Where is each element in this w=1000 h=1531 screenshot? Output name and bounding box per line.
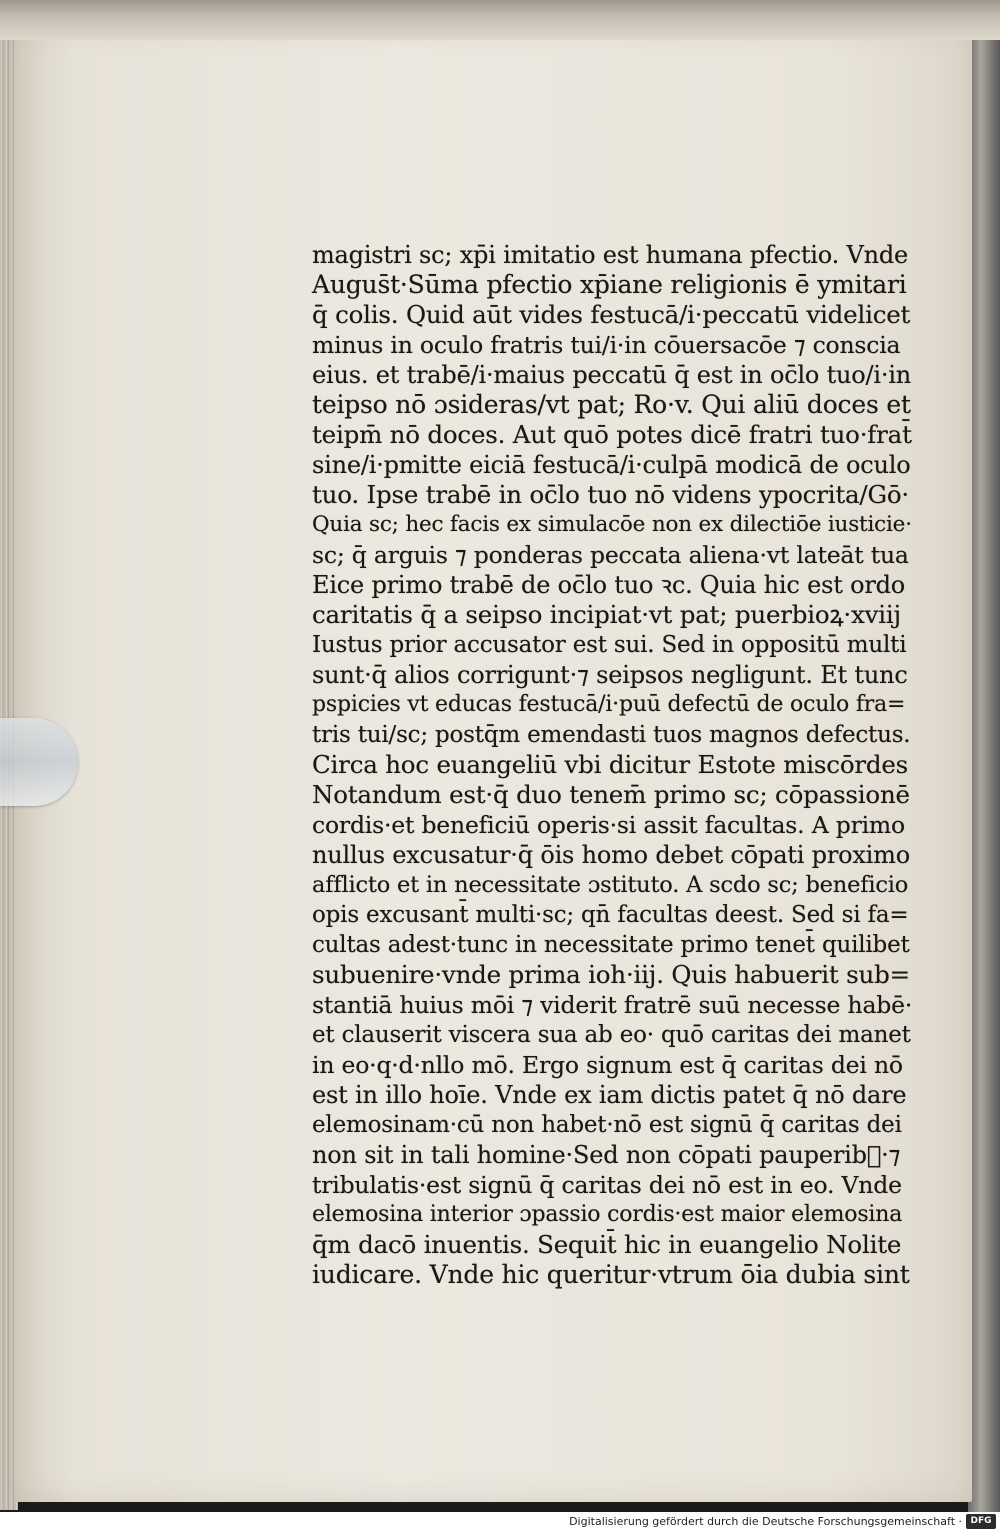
text-line: Quia sc; hec facis ex simulacōe non ex dilectiōe iusticie· bbox=[312, 512, 912, 537]
footer-credit: Digitalisierung gefördert durch die Deutsche Forschungsgemeinschaft · bbox=[569, 1515, 962, 1528]
text-line: afflicto et in necessitate ɔstituto. A scdo sc; beneficio bbox=[312, 872, 909, 898]
text-line: sc; q̄ arguis ⁊ ponderas peccata aliena·vt lateāt tua bbox=[312, 541, 909, 569]
text-line: pspicies vt educas festucā/i·puū defectū de oculo fra= bbox=[312, 692, 906, 717]
text-line: eius. et trabē/i·maius peccatū q̄ est in oc̄lo tuo/i·in bbox=[312, 361, 912, 389]
text-line: Augus̄t·Sūma pfectio xp̄iane religionis ē ymitari bbox=[312, 270, 907, 299]
text-line: tuo. Ipse trabē in oc̄lo tuo nō videns ypocrita/Gō· bbox=[312, 480, 909, 509]
text-column bbox=[312, 240, 912, 1290]
text-line: cordis·et beneficiū operis·si assit facultas. A primo bbox=[312, 811, 905, 839]
page-stack-right bbox=[968, 0, 1000, 1512]
text-line: et clauserit viscera sua ab eo· quō caritas dei manet bbox=[312, 1022, 911, 1048]
text-line: Iustus prior accusator est sui. Sed in oppositū multi bbox=[312, 632, 907, 658]
text-line: nullus excusatur·q̄ ōis homo debet cōpati proximo bbox=[312, 841, 910, 869]
text-line: teipm̄ nō doces. Aut quō potes dicē fratri tuo·frat̄ bbox=[312, 420, 912, 449]
text-line: caritatis q̄ a seipso incipiat·vt pat; puerbioꝝ·xviij bbox=[312, 600, 901, 629]
text-line: tris tui/sc; postq̄m emendasti tuos magnos defectus. bbox=[312, 722, 911, 748]
text-line: subuenire·vnde prima ioh·iij. Qui̇s habuerit sub= bbox=[312, 960, 910, 989]
dfg-logo: DFG bbox=[966, 1514, 996, 1529]
text-line: Eice primo trabē de oc̄lo tuo ꝛc. Quia hic est ordo bbox=[312, 571, 906, 599]
text-line: opis excusant̄ multi·sc; qn̄ facultas deest. Sed si fa= bbox=[312, 902, 909, 928]
text-line: Notandum est·q̄ duo tenem̄ primo sc; cōpassionē bbox=[312, 780, 910, 809]
text-line: minus in oculo fratris tui/i·in cōuersacōe ⁊ conscia bbox=[312, 331, 901, 359]
text-line: est in illo hoīe. Vnde ex iam dictis patet q̄ nō dare bbox=[312, 1081, 907, 1109]
text-line: teipso nō ɔsideras/vt pat; Ro·v. Qui aliū doces et bbox=[312, 390, 911, 419]
text-line: stantiā huius mōi ⁊ viderit fratrē suū necesse habē· bbox=[312, 991, 913, 1019]
leaf-top-edge bbox=[0, 0, 1000, 40]
text-line: tribulatis·est signū q̄ caritas dei nō est in eo. Vnde bbox=[312, 1171, 902, 1199]
text-line: elemosinam·cū non habet·nō est signū q̄ caritas dei bbox=[312, 1112, 902, 1138]
text-line: cultas adest·tunc in necessitate primo tenet̄ quilibet bbox=[312, 932, 910, 958]
text-line: iudicare. Vnde hic queritur·vtrum ōia dubia sint bbox=[312, 1260, 910, 1289]
text-line: sine/i·pmitte eiciā festucā/i·culpā modicā de oculo bbox=[312, 451, 911, 479]
text-line: q̄m dacō inuentis. Sequit̄ hic in euangelio Nolite bbox=[312, 1230, 902, 1259]
text-line: elemosina interior ɔpassio cordis·est maior elemosina bbox=[312, 1202, 903, 1227]
text-line: Circa hoc euangeliū vbi dicitur Estote miscōrdes bbox=[312, 750, 909, 779]
text-line: in eo·q·d·nllo mō. Ergo signum est q̄ caritas dei nō bbox=[312, 1051, 903, 1079]
text-line: magistri sc; xp̄i imitatio est humana pfectio. Vnde bbox=[312, 241, 909, 269]
text-line: q̄ colis. Quid aūt vides festucā/i·peccatū videlicet bbox=[312, 300, 911, 329]
text-line: sunt·q̄ alios corrigunt·⁊ seipsos negligunt. Et tunc bbox=[312, 661, 908, 689]
footer-bar bbox=[0, 1512, 1000, 1531]
text-line: non sit in tali homine·Sed non cōpati pauperib᷒·⁊ bbox=[312, 1141, 901, 1169]
